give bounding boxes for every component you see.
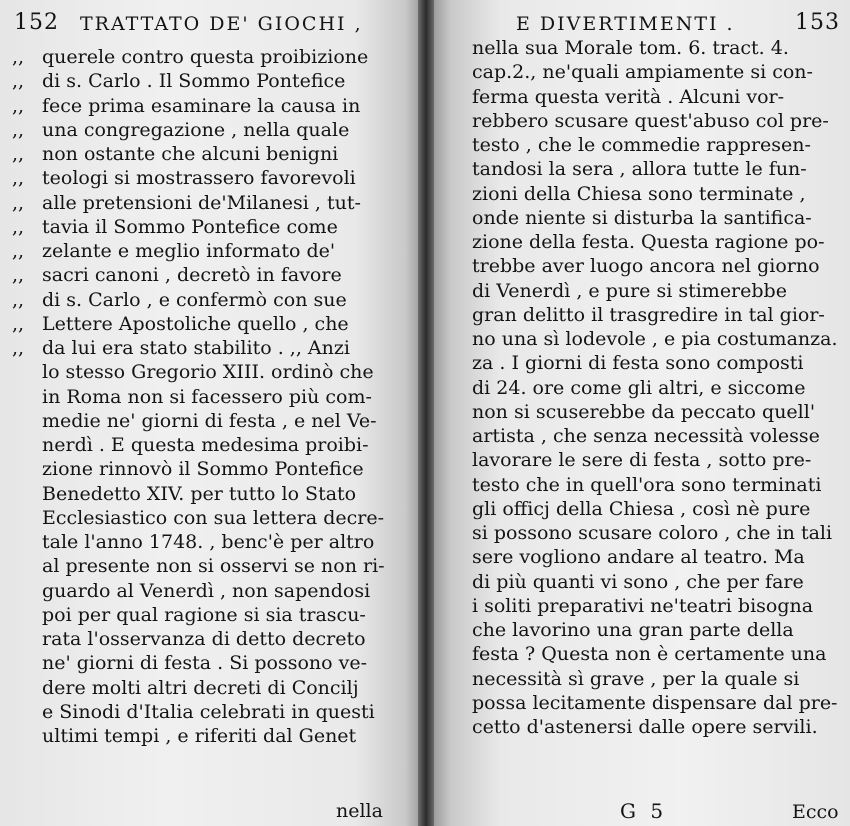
text-line: rebbero scusare quest'abuso col pre- <box>472 109 829 132</box>
text-line: non si scuserebbe da peccato quell' <box>472 400 816 423</box>
page-number: 152 <box>14 10 59 35</box>
text-line <box>12 191 390 215</box>
text-line <box>12 457 390 481</box>
quotation-mark: ,, <box>12 94 25 117</box>
line-text: al presente non si osservi se non ri- <box>42 555 385 578</box>
line-text: e Sinodi d'Italia celebrati in questi <box>42 700 375 723</box>
text-line <box>12 676 390 700</box>
running-title: E DIVERTIMENTI . <box>516 13 735 35</box>
left-page-header <box>14 10 388 42</box>
text-line: si possono scusare coloro , che in tali <box>472 522 833 544</box>
line-text: nerdì . E questa medesima proibi- <box>42 434 369 456</box>
text-line: nella sua Morale tom. 6. tract. 4. <box>472 37 789 59</box>
text-line <box>12 724 390 748</box>
quotation-mark: ,, <box>12 46 25 68</box>
text-line <box>12 288 390 312</box>
quotation-mark: ,, <box>12 167 25 190</box>
catchword: nella <box>336 800 383 822</box>
text-line: gli officj della Chiesa , così nè pure <box>472 497 811 520</box>
text-line: sere vogliono andare al teatro. Ma <box>472 546 805 569</box>
book-gutter <box>418 0 434 826</box>
line-text: querele contro questa proibizione <box>42 46 369 68</box>
text-line <box>12 603 390 627</box>
line-text: lo stesso Gregorio XIII. ordinò che <box>42 361 374 384</box>
left-page-text <box>12 45 390 748</box>
text-line <box>12 360 390 384</box>
text-line <box>12 627 390 651</box>
line-text: dere molti altri decreti di Concilj <box>42 676 359 699</box>
quotation-mark: ,, <box>12 312 25 335</box>
text-line <box>12 94 390 118</box>
text-line <box>12 651 390 675</box>
quotation-mark: ,, <box>12 143 25 165</box>
text-line <box>12 166 390 190</box>
text-line <box>12 385 390 409</box>
text-line: onde niente si disturba la santifica- <box>472 206 812 229</box>
text-line: lavorare le sere di festa , sotto pre- <box>472 449 812 472</box>
text-line: testo , che le commedie rappresen- <box>472 134 811 156</box>
line-text: Lettere Apostoliche quello , che <box>42 312 349 335</box>
text-line <box>12 433 390 457</box>
text-line: di Venerdì , e pure si stimerebbe <box>472 279 787 302</box>
line-text: ultimi tempi , e riferiti dal Genet <box>42 725 357 747</box>
text-line: zione della festa. Questa ragione po- <box>472 231 825 253</box>
line-text: non ostante che alcuni benigni <box>42 143 339 165</box>
quotation-mark: ,, <box>12 264 25 287</box>
quotation-mark: ,, <box>12 240 25 262</box>
text-line: cap.2., ne'quali ampiamente si con- <box>472 61 813 84</box>
text-line <box>12 45 390 69</box>
page-number: 153 <box>795 10 840 35</box>
text-line: di 24. ore come gli altri, e siccome <box>472 376 806 399</box>
text-line <box>12 530 390 554</box>
text-line: necessità sì grave , per la quale si <box>472 667 800 690</box>
line-text: in Roma non si facessero più com- <box>42 385 372 408</box>
text-line <box>12 239 390 263</box>
text-line <box>12 482 390 506</box>
line-text: medie ne' giorni di festa , e nel Ve- <box>42 409 377 432</box>
text-line <box>12 700 390 724</box>
line-text: ne' giorni di festa . Si possono ve- <box>42 652 368 675</box>
line-text: rata l'osservanza di detto decreto <box>42 628 366 650</box>
quotation-mark: ,, <box>12 191 25 214</box>
text-line: i soliti preparativi ne'teatri bisogna <box>472 594 814 617</box>
line-text: da lui era stato stabilito . ,, Anzi <box>42 337 350 359</box>
line-text: una congregazione , nella quale <box>42 118 350 141</box>
text-line: testo che in quell'ora sono terminati <box>472 473 822 496</box>
text-line: possa lecitamente dispensare dal pre- <box>472 691 838 714</box>
text-line: trebbe aver luogo ancora nel giorno <box>472 255 820 278</box>
line-text: fece prima esaminare la causa in <box>42 94 361 117</box>
right-page-text <box>472 36 844 739</box>
text-line <box>12 579 390 603</box>
line-text: zione rinnovò il Sommo Pontefice <box>42 458 364 481</box>
text-line <box>12 312 390 336</box>
text-line <box>12 506 390 530</box>
running-title: TRATTATO DE' GIOCHI , <box>80 13 363 35</box>
text-line: artista , che senza necessità volesse <box>472 425 820 447</box>
text-line <box>12 554 390 578</box>
line-text: tavia il Sommo Pontefice come <box>42 215 338 238</box>
line-text: di s. Carlo , e confermò con sue <box>42 288 347 311</box>
text-line: za . I giorni di festa sono composti <box>472 352 804 375</box>
signature-mark: G 5 <box>620 799 668 823</box>
text-line <box>12 263 390 287</box>
quotation-mark: ,, <box>12 288 25 311</box>
text-line <box>12 118 390 142</box>
line-text: di s. Carlo . Il Sommo Pontefice <box>42 70 346 93</box>
quotation-mark: ,, <box>12 118 25 141</box>
line-text: Benedetto XIV. per tutto lo Stato <box>42 482 357 505</box>
quotation-mark: ,, <box>12 215 25 238</box>
text-line: cetto d'astenersi dalle opere servili. <box>472 716 818 738</box>
text-line <box>12 69 390 93</box>
line-text: tale l'anno 1748. , benc'è per altro <box>42 531 375 553</box>
text-line: no una sì lodevole , e pia costumanza. <box>472 328 838 350</box>
text-line: zioni della Chiesa sono terminate , <box>472 182 806 205</box>
text-line <box>12 336 390 360</box>
text-line <box>12 142 390 166</box>
text-line <box>12 215 390 239</box>
text-line <box>12 409 390 433</box>
line-text: Ecclesiastico con sua lettera decre- <box>42 506 384 529</box>
left-page <box>0 0 418 826</box>
text-line: ferma questa verità . Alcuni vor- <box>472 85 785 108</box>
catchword: Ecco <box>792 801 839 823</box>
text-line: di più quanti vi sono , che per fare <box>472 570 804 593</box>
text-line: che lavorino una gran parte della <box>472 619 794 641</box>
line-text: alle pretensioni de'Milanesi , tut- <box>42 191 361 214</box>
line-text: poi per qual ragione si sia trascu- <box>42 603 366 626</box>
quotation-mark: ,, <box>12 337 25 359</box>
right-page <box>434 0 850 826</box>
line-text: zelante e meglio informato de' <box>42 240 336 262</box>
quotation-mark: ,, <box>12 70 25 93</box>
line-text: teologi si mostrassero favorevoli <box>42 167 356 190</box>
line-text: sacri canoni , decretò in favore <box>42 264 342 287</box>
text-line: gran delitto il trasgredire in tal gior- <box>472 303 825 326</box>
text-line: festa ? Questa non è certamente una <box>472 643 827 666</box>
text-line: tandosi la sera , allora tutte le fun- <box>472 158 807 181</box>
line-text: guardo al Venerdì , non sapendosi <box>42 579 371 602</box>
